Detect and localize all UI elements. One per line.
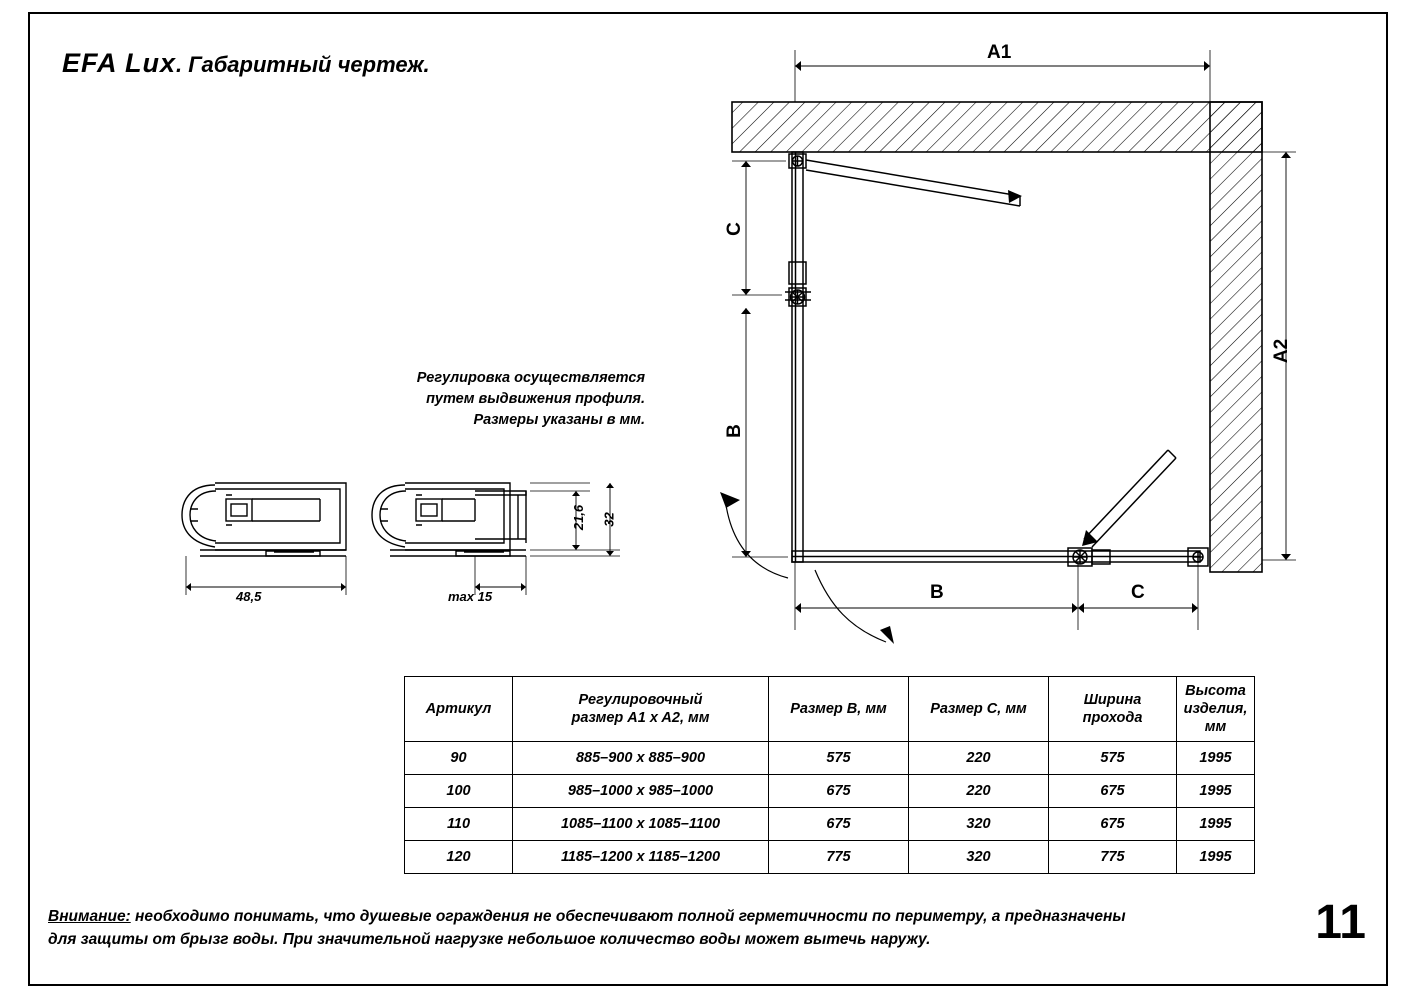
cell-size-c: 320 [909, 841, 1049, 874]
label-b-vertical: B [723, 424, 745, 438]
cell-height: 1995 [1177, 775, 1255, 808]
header-line: Размер B, мм [790, 701, 887, 718]
table-header-size-b [769, 677, 909, 742]
cell-passage: 675 [1049, 808, 1177, 841]
table-row [405, 808, 1255, 841]
table-header-size-c [909, 677, 1049, 742]
page-number: 11 [1315, 896, 1366, 949]
plan-view-svg [690, 30, 1310, 670]
cell-article: 100 [405, 775, 513, 808]
table-row [405, 775, 1255, 808]
table-header-passage-width [1049, 677, 1177, 742]
label-c-horizontal: C [1131, 582, 1145, 603]
warning-label: Внимание: [48, 908, 131, 925]
cell-adjust: 1185–1200 x 1185–1200 [513, 841, 769, 874]
adjustment-note [360, 368, 645, 431]
header-line: прохода [1082, 710, 1143, 727]
cell-passage: 775 [1049, 841, 1177, 874]
cell-height: 1995 [1177, 742, 1255, 775]
cell-adjust: 985–1000 x 985–1000 [513, 775, 769, 808]
warning-text-2: для защиты от брызг воды. При значительной нагрузке небольшое количество воды может вытечь наружу. [48, 931, 931, 949]
header-line: размер A1 x A2, мм [571, 710, 710, 727]
specification-table [404, 676, 1255, 874]
cell-passage: 575 [1049, 742, 1177, 775]
warning-note [48, 905, 1233, 952]
label-a1: A1 [987, 42, 1012, 63]
adjustment-note-line-1: Регулировка осуществляется [416, 370, 645, 386]
header-line: Регулировочный [578, 692, 703, 709]
dim-outer-height: 32 [601, 512, 617, 527]
adjustment-note-line-2: путем выдвижения профиля. [426, 391, 645, 408]
cell-size-b: 775 [769, 841, 909, 874]
cell-size-b: 575 [769, 742, 909, 775]
label-a2: A2 [1271, 338, 1293, 364]
table-header-row [405, 677, 1255, 742]
header-line: мм [1204, 719, 1227, 736]
profile-cross-sections [170, 455, 650, 615]
brand-name: EFA Lux [62, 48, 177, 78]
header-line: Высота [1185, 683, 1246, 699]
cell-article: 90 [405, 742, 513, 775]
dim-right-max: max 15 [448, 589, 493, 604]
cell-passage: 675 [1049, 775, 1177, 808]
profile-section-right [372, 483, 526, 556]
page-title [62, 48, 430, 79]
table-header-product-height [1177, 677, 1255, 742]
warning-text-1: необходимо понимать, что душевые ограждения не обеспечивают полной герметичности по периметру, а предназначены [130, 908, 1126, 925]
cell-size-c: 220 [909, 775, 1049, 808]
table-header-adjust-size [513, 677, 769, 742]
wall-top [732, 102, 1262, 152]
cell-adjust: 1085–1100 x 1085–1100 [513, 808, 769, 841]
plan-view-drawing [690, 30, 1310, 670]
table-row [405, 742, 1255, 775]
cell-size-b: 675 [769, 808, 909, 841]
cell-height: 1995 [1177, 841, 1255, 874]
cell-size-c: 320 [909, 808, 1049, 841]
cell-size-c: 220 [909, 742, 1049, 775]
header-line: изделия, [1183, 701, 1248, 718]
table-row [405, 841, 1255, 874]
label-b-horizontal: B [930, 582, 944, 603]
profile-section-left [182, 483, 346, 556]
table-header-article [405, 677, 513, 742]
label-c-vertical: C [723, 222, 745, 236]
cell-adjust: 885–900 x 885–900 [513, 742, 769, 775]
wall-right [1210, 102, 1262, 572]
cell-size-b: 675 [769, 775, 909, 808]
dim-inner-height: 21,6 [571, 504, 587, 531]
cell-height: 1995 [1177, 808, 1255, 841]
adjustment-note-line-3: Размеры указаны в мм. [473, 412, 645, 429]
header-line: Ширина [1083, 692, 1142, 709]
cell-article: 110 [405, 808, 513, 841]
title-suffix: . Габаритный чертеж. [176, 52, 430, 77]
dim-left-width: 48,5 [236, 589, 262, 604]
cell-article: 120 [405, 841, 513, 874]
header-line: Размер C, мм [930, 701, 1027, 718]
header-line: Артикул [425, 701, 492, 718]
